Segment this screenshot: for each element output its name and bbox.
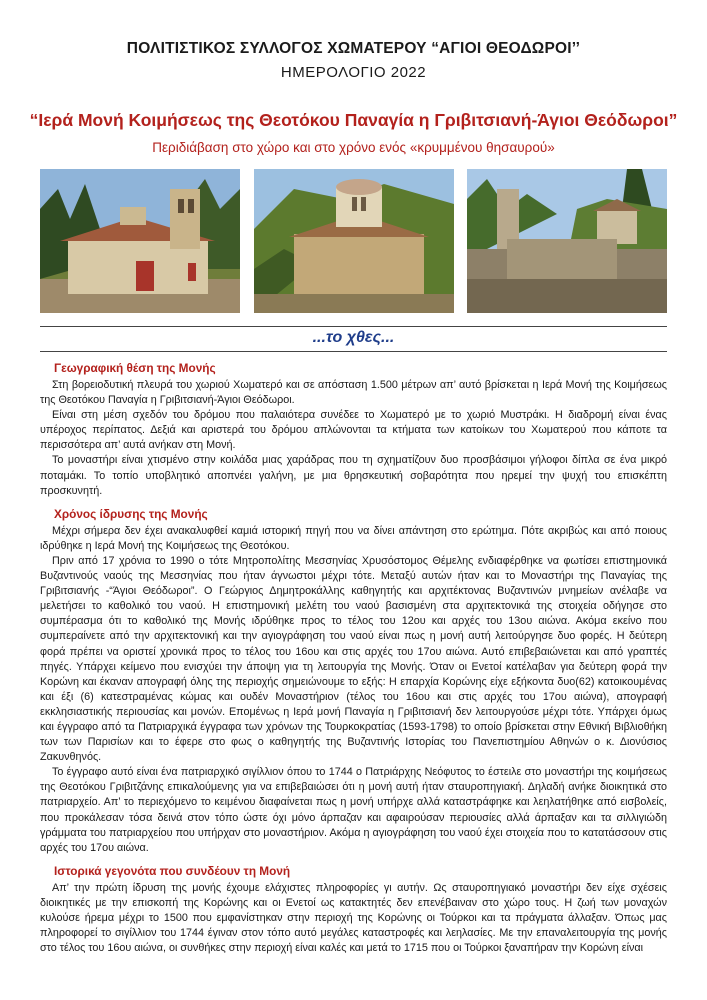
paragraph: Απ’ την πρώτη ίδρυση της μονής έχουμε ελάχιστες πληροφορίες γι αυτήν. Ως σταυροπηγιακό μοναστήρι δεν είχε σχέσεις διοικητικές με την επισκοπή της Κορώνης και οι Ενετοί ως κατακτητές δεν επενέβαιναν στο χώρο τους. Η ζωή των μοναχών κυλούσε ήρεμα μέχρι το 1500 που εμφανίστηκαν στην περιοχή της Κορώνης οι Τούρκοι και τα πράγματα άλλαξαν. Όπως μας πληροφορεί το σιγίλλιον του 1744 έγιναν στον τόπο αυτό μεγάλες καταστροφές και λεηλασίες. Με την επαναλειτουργία της μονής στο τέλος του 16ου αιώνα, οι συνθήκες στην περιοχή είναι καλές και μετά το 1715 που οι Τούρκοι ξαναπήραν την Κορώνη είναι bbox=[40, 881, 667, 955]
monastery-dome-photo bbox=[254, 169, 454, 313]
section-banner: ...το χθες... bbox=[312, 329, 395, 346]
paragraph: Είναι στη μέση σχεδόν του δρόμου που παλαιότερα συνέδεε το Χωματερό με το χωριό Μυστράκι. Η διαδρομή είναι ένας υπέροχος περίπατος. Δεξιά και αριστερά του δρόμου απλώνονται τα κτήματα των κατοίκων του Χωματερού που κάποτε τα περισσότερα απ’ αυτά ανήκαν στη Μονή. bbox=[40, 409, 667, 452]
paragraph: Μέχρι σήμερα δεν έχει ανακαλυφθεί καμιά ιστορική πηγή που να δίνει απάντηση στο ερώτημα. Πότε ακριβώς και από ποιους ιδρύθηκε η Ιερά Μονή της Κοιμήσεως της Θεοτόκου. bbox=[40, 524, 667, 552]
section-heading: Γεωγραφική θέση της Μονής bbox=[54, 361, 216, 375]
paragraph: Πριν από 17 χρόνια τo 1990 ο τότε Μητροπολίτης Μεσσηνίας Χρυσόστομος Θέμελης ενδιαφέρθηκε να φωτίσει επιστημονικά Βυζαντινούς ναούς της Μεσσηνίας που ήταν άγνωστοι μέχρι τότε. Μεταξύ αυτών ήταν και το Μοναστήρι της Παναγίας της Γριβιτσιανής -“Άγιοι Θεόδωροι”. Ο Γεώργιος Δημητροκάλλης καθηγητής και αρχιτέκτονας Βυζαντινών μνημείων ανέλαβε να μελετήσει το καθολικό του ναού. Η επιστημονική μελέτη του ναού βασισμένη στα αρχιτεκτονικά της στοιχεία οδήγησε στο συμπέρασμα ότι το καθολικό της Μονής ιδρύθηκε προς το τέλος του 12ου και αρχές του 13ου αιώνα. Ακόμα εκείνο που συμπεραίνετε από την αρχιτεκτονική και την αγιογράφηση του ναού είναι πως η μονή αυτή λειτούργησε δυο φορές. Η δεύτερη φορά πρέπει να οριστεί χρονικά προς το τέλος του 16ου και στις αρχές του 17ου αιώνα. Αυτό επιβεβαιώνεται και από γραπτές πηγές. Υπάρχει κείμενο που ενισχύει την άποψη για τη λειτουργία της Μονής. Όταν οι Ενετοί κατέλαβαν για δεύτερη φορά την Κορώνη και έκαναν απογραφή όλης της περιοχής σημειώνουμε το εξής: Η επαρχία Κορώνης είχε εξήκοντα δυο(62) κατοικουμένας και έξι (6) κατεστραμένας κώμας και ουδέν Μοναστήριον (τέλος του 16ου και στις αρχές του 17ου αιώνα), απογραφή εκκλησιαστικής περιουσίας και μονών. Επομένως η Ιερά μονή Παναγία η Γριβιτσιανή δεν λειτουργούσε μέχρι τότε. Υπάρχει όμως και έγγραφο από τα Πατριαρχικά έγγραφα των χρόνων της Τουρκοκρατίας (1593-1798) το οποίο βρίσκεται στην Εθνική Βιβλιοθήκη των των Παρισίων και το έφερε στο φως ο καθηγητής της Βυζαντινής Ιστορίας του Πανεπιστημίου Αθηνών ο κ. Διονύσιος Ζακυνθηνός. bbox=[40, 554, 667, 764]
paragraph: Το έγγραφο αυτό είναι ένα πατριαρχικό σιγίλλιον όπου το 1744 ο Πατριάρχης Νεόφυτος το έστειλε στο μοναστήρι της κοιμήσεως της Θεοτόκου Γριβιτζάνης επικαλούμενης για να επιβεβαιώσει ότι η μονή αυτή ήταν σταυροπηγιακή. Δηλαδή ανήκε διοικητικά στο πατριαρχείο. Απ’ το περιεχόμενο το κειμένου διαφαίνεται πως η μονή υπήρχε αλλά καταστράφηκε και λεηλατήθηκε από εισβολείς, που προκάλεσαν τόσα δεινά στον τόπο ώστε όχι μόνο άρπαζαν και αφαιρούσαν περιουσίες αλλά άρπαξαν και τα σιλλιγιώδη γράμματα του πατριαρχείου που υπήρχαν στο μοναστήριον. Ακόμα η αγιογράφηση του ναού έχει στοιχεία που το κατατάσσουν στις αρχές του 17ου αιώνα. bbox=[40, 766, 667, 854]
monastery-ruins-photo bbox=[467, 169, 667, 313]
paragraph: Το μοναστήρι είναι χτισμένο στην κοιλάδα μιας χαράδρας που τη σχηματίζουν δυο προσβάσιμοι γήλοφοι δίπλα σε ένα μικρό ποταμάκι. Το τοπίο υποβλητικό αποπνέει γαλήνη, με μια θρησκευτική σοβαρότητα που ηρεμεί την ψυχή του επισκέπτη προσκυνητή. bbox=[40, 454, 667, 497]
calendar-title: ΗΜΕΡΟΛΟΓΙΟ 2022 bbox=[280, 64, 427, 81]
banner-top-rule bbox=[40, 326, 667, 327]
section-heading: Χρόνος ίδρυσης της Μονής bbox=[54, 506, 208, 521]
page-title: “Ιερά Μονή Κοιμήσεως της Θεοτόκου Παναγία η Γριβιτσιανή-Άγιοι Θεόδωροι” bbox=[29, 110, 678, 130]
monastery-church-photo bbox=[40, 169, 240, 313]
banner-bottom-rule bbox=[40, 351, 667, 352]
page-subtitle: Περιδιάβαση στο χώρο και στο χρόνο ενός «κρυμμένου θησαυρού» bbox=[152, 140, 555, 155]
paragraph: Στη βορειοδυτική πλευρά του χωριού Χωματερό και σε απόσταση 1.500 μέτρων απ’ αυτό βρίσκεται η Ιερά Μονή της Κοιμήσεως της Θεοτόκου Παναγία η Γριβιτσιανή-Άγιοι Θεόδωροι. bbox=[40, 379, 667, 407]
article-body bbox=[40, 361, 667, 956]
organization-name: ΠΟΛΙΤΙΣΤΙΚΟΣ ΣΥΛΛΟΓΟΣ ΧΩΜΑΤΕΡΟΥ “ΑΓΙΟΙ ΘΕΟΔΩΡΟΙ’’ bbox=[126, 40, 581, 57]
section-heading: Ιστορικά γεγονότα που συνδέουν τη Μονή bbox=[54, 863, 291, 878]
